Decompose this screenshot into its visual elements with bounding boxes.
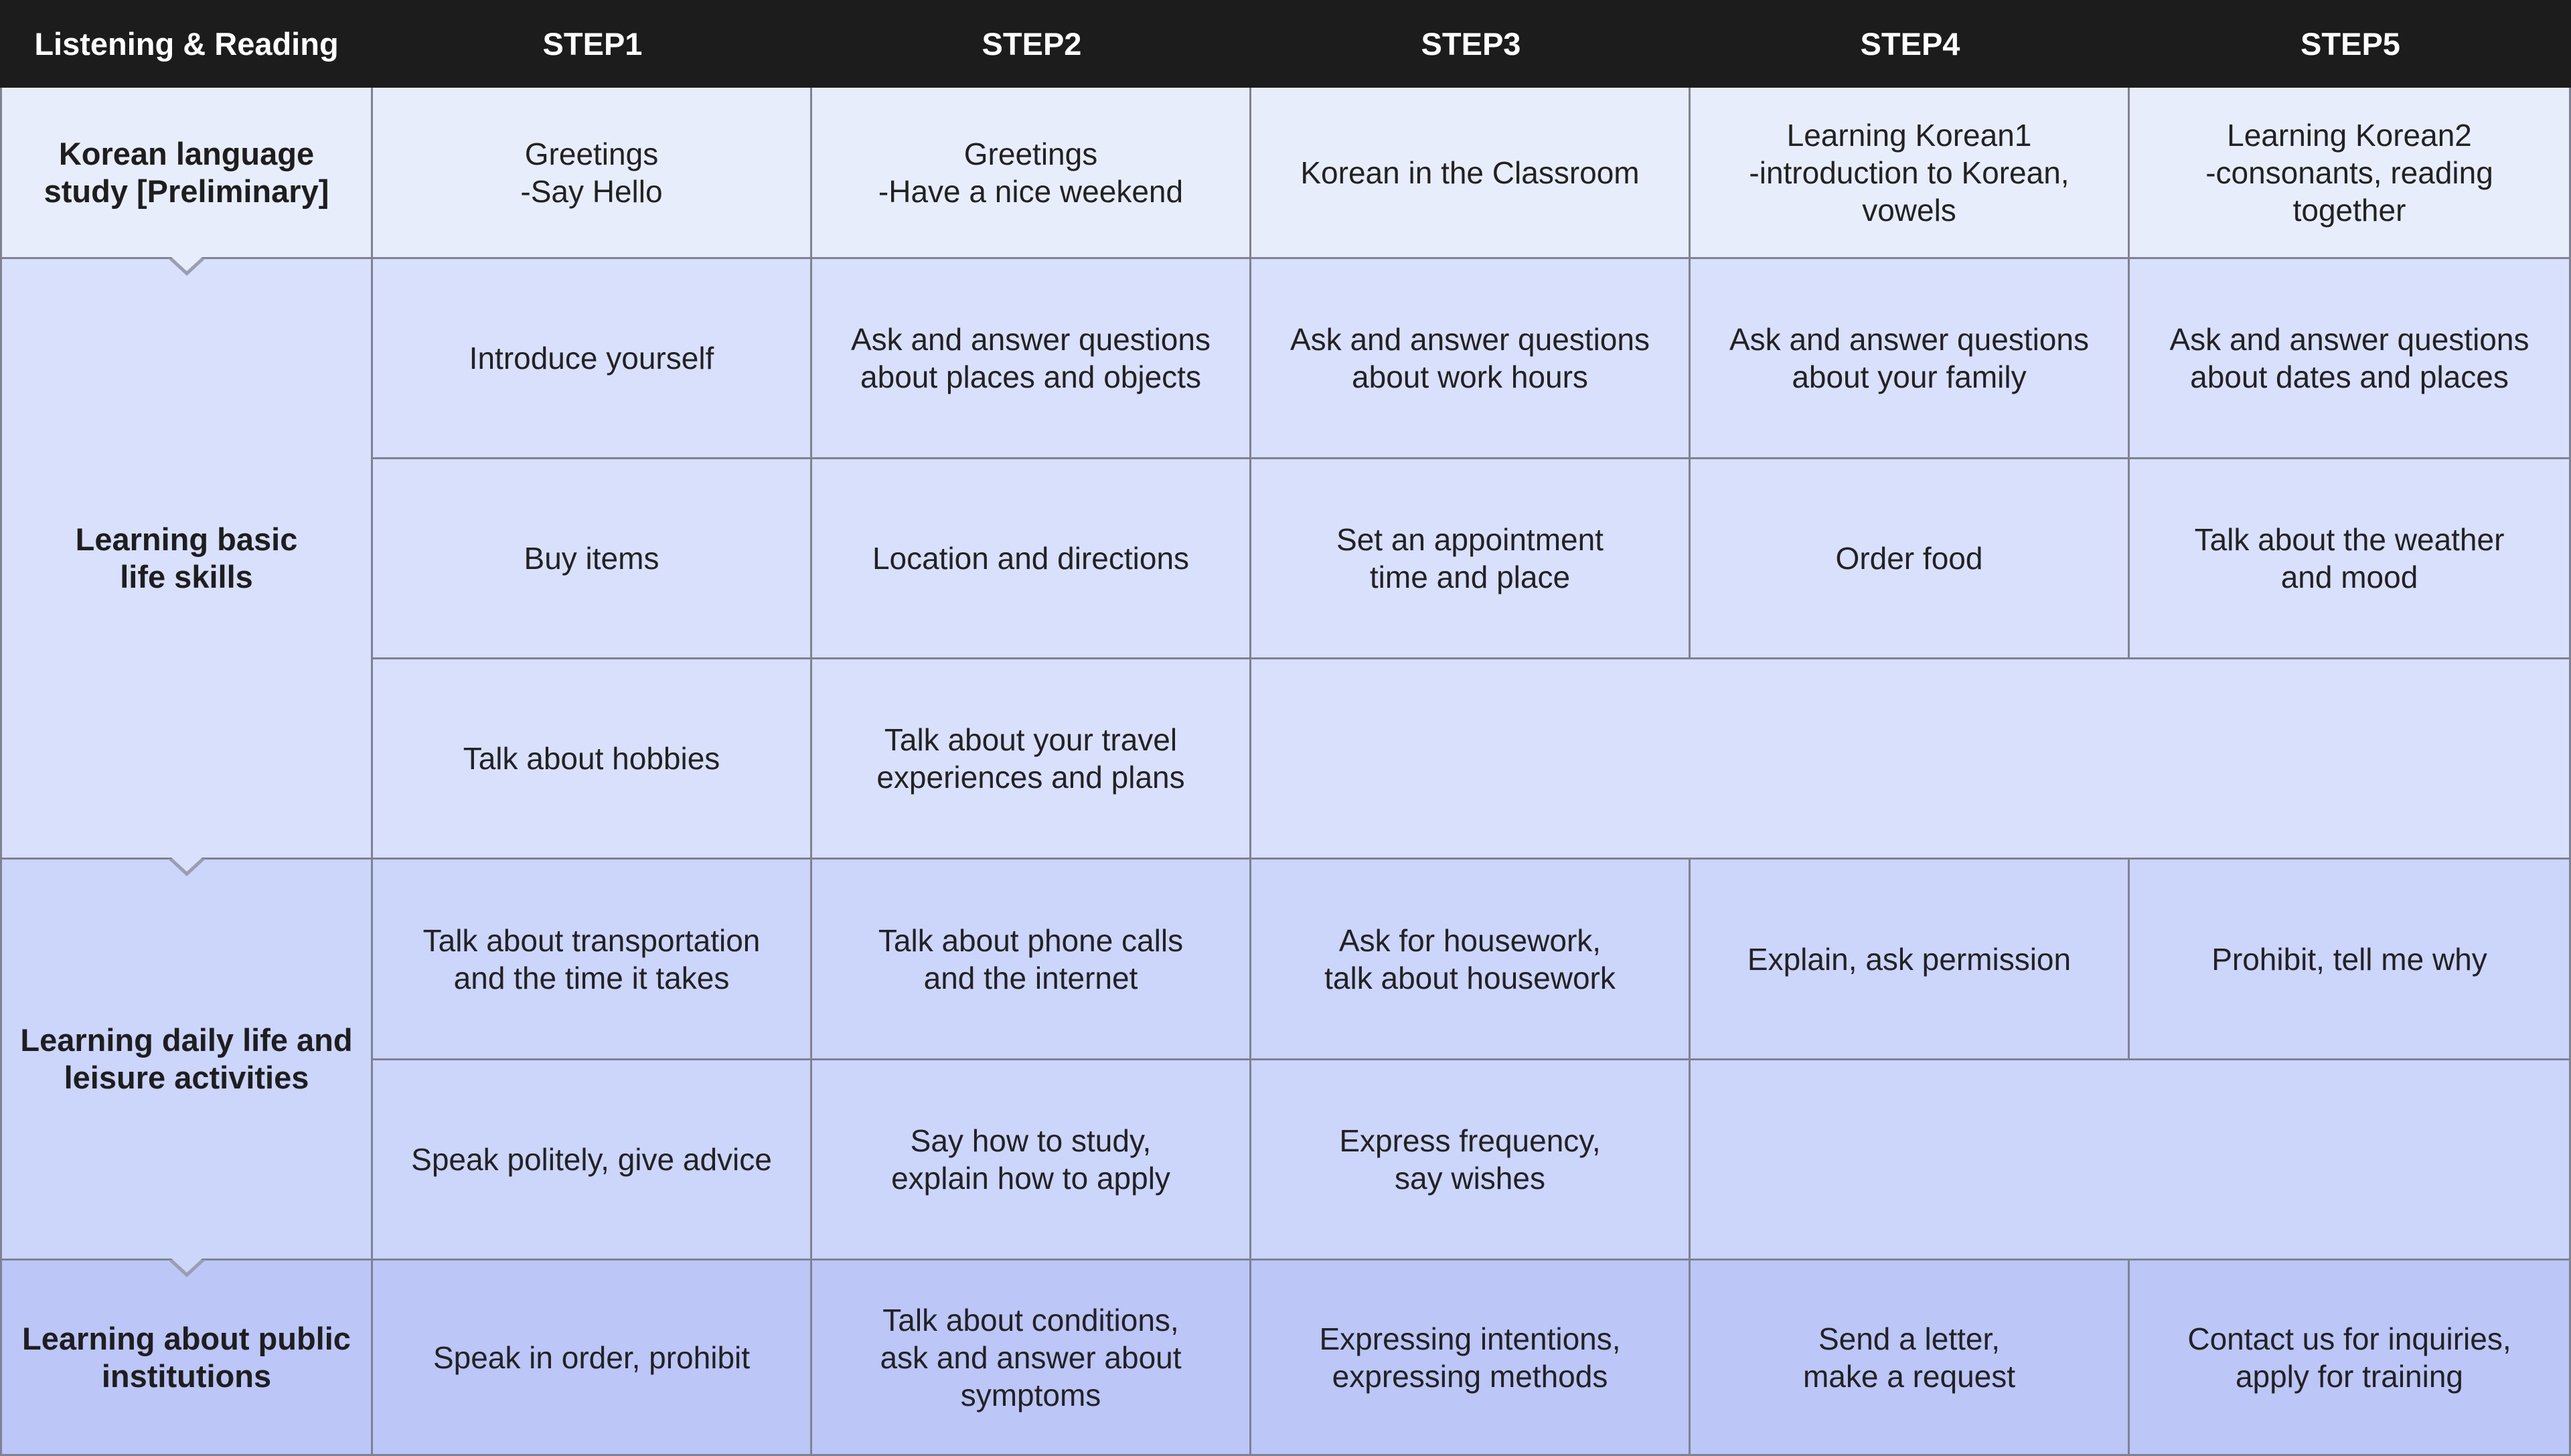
table-cell: Ask and answer questions about work hours <box>1251 259 1691 459</box>
table-cell: Send a letter, make a request <box>1691 1261 2130 1456</box>
table-cell: Introduce yourself <box>373 259 812 459</box>
section-title-text: Learning daily life and leisure activities <box>20 1022 353 1095</box>
table-cell: Expressing intentions, expressing methods <box>1251 1261 1691 1456</box>
table-cell: Talk about the weather and mood <box>2130 459 2571 659</box>
table-cell: Contact us for inquiries, apply for training <box>2130 1261 2571 1456</box>
section-title-text: Learning basic life skills <box>75 521 298 594</box>
table-cell: Korean in the Classroom <box>1251 88 1691 259</box>
header-step2: STEP2 <box>812 0 1251 88</box>
table-cell: Order food <box>1691 459 2130 659</box>
section-title-text: Korean language study [Preliminary] <box>44 135 329 209</box>
section-title-public: Learning about public institutions <box>0 1261 373 1456</box>
table-cell: Location and directions <box>812 459 1251 659</box>
header-step4: STEP4 <box>1691 0 2130 88</box>
table-cell: Talk about transportation and the time it takes <box>373 860 812 1060</box>
table-cell: Buy items <box>373 459 812 659</box>
table-cell: Talk about phone calls and the internet <box>812 860 1251 1060</box>
header-step1: STEP1 <box>373 0 812 88</box>
table-cell: Speak in order, prohibit <box>373 1261 812 1456</box>
table-cell: Ask and answer questions about places and objects <box>812 259 1251 459</box>
table-cell: Ask and answer questions about your family <box>1691 259 2130 459</box>
header-step5: STEP5 <box>2130 0 2571 88</box>
down-arrow-icon <box>168 859 206 876</box>
table-cell: Talk about hobbies <box>373 659 812 860</box>
table-cell: Talk about conditions, ask and answer about symptoms <box>812 1261 1251 1456</box>
header-corner: Listening & Reading <box>0 0 373 88</box>
empty-cell <box>1691 1060 2571 1261</box>
section-title-preliminary <box>0 88 373 259</box>
down-arrow-icon <box>168 258 206 276</box>
empty-cell <box>1251 659 2571 860</box>
table-cell: Ask and answer questions about dates and places <box>2130 259 2571 459</box>
table-cell: Greetings -Have a nice weekend <box>812 88 1251 259</box>
section-title-daily <box>0 860 373 1261</box>
table-cell: Speak politely, give advice <box>373 1060 812 1261</box>
table-cell: Explain, ask permission <box>1691 860 2130 1060</box>
table-cell: Greetings -Say Hello <box>373 88 812 259</box>
table-cell: Learning Korean2 -consonants, reading together <box>2130 88 2571 259</box>
table-cell: Express frequency, say wishes <box>1251 1060 1691 1261</box>
table-cell: Prohibit, tell me why <box>2130 860 2571 1060</box>
section-title-basic <box>0 259 373 860</box>
table-cell: Talk about your travel experiences and plans <box>812 659 1251 860</box>
down-arrow-icon <box>168 1260 206 1277</box>
header-step3: STEP3 <box>1251 0 1691 88</box>
table-cell: Say how to study, explain how to apply <box>812 1060 1251 1261</box>
table-cell: Ask for housework, talk about housework <box>1251 860 1691 1060</box>
table-cell: Learning Korean1 -introduction to Korean, vowels <box>1691 88 2130 259</box>
table-cell: Set an appointment time and place <box>1251 459 1691 659</box>
